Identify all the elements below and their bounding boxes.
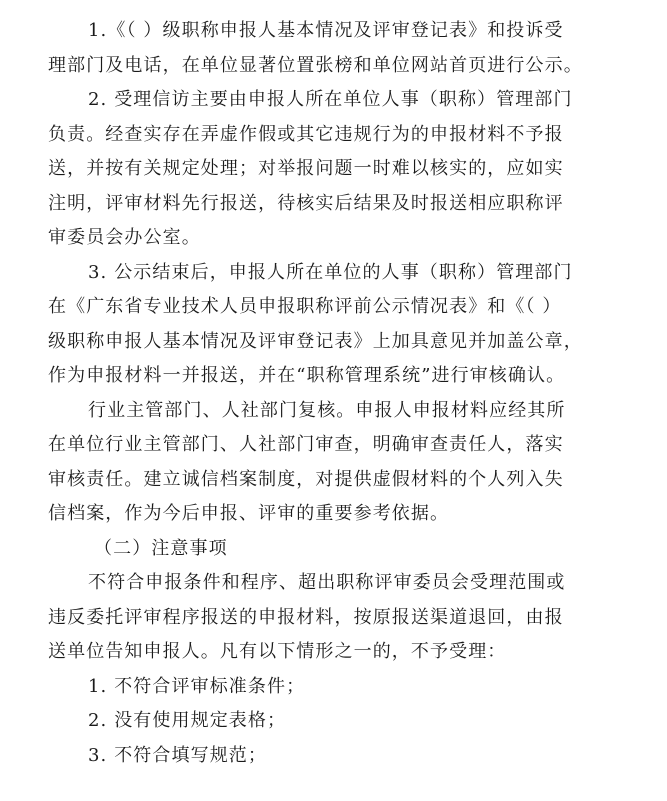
paragraph-2-line-3: 送，并按有关规定处理；对举报问题一时难以核实的，应如实 xyxy=(48,158,564,179)
paragraph-3-line-4: 作为申报材料一并报送，并在“职称管理系统”进行审核确认。 xyxy=(48,365,566,386)
paragraph-3-line-2: 在《广东省专业技术人员申报职称评前公示情况表》和《（ ） xyxy=(48,296,562,317)
paragraph-5-line-3: 送单位告知申报人。凡有以下情形之一的，不予受理： xyxy=(48,641,507,662)
paragraph-4-line-4: 信档案，作为今后申报、评审的重要参考依据。 xyxy=(48,503,450,524)
paragraph-2-line-4: 注明，评审材料先行报送，待核实后结果及时报送相应职称评 xyxy=(48,192,564,214)
paragraph-3-line-3: 级职称申报人基本情况及评审登记表》上加具意见并加盖公章， xyxy=(48,330,583,352)
paragraph-3-line-1: 3. 公示结束后，申报人所在单位的人事（职称）管理部门 xyxy=(88,261,573,283)
paragraph-4-line-3: 审核责任。建立诚信档案制度，对提供虚假材料的个人列入失 xyxy=(48,468,564,490)
list-item-3: 3. 不符合填写规范； xyxy=(88,744,267,766)
paragraph-1-line-1: 1.《（ ）级职称申报人基本情况及评审登记表》和投诉受 xyxy=(88,20,564,41)
paragraph-5-line-1: 不符合申报条件和程序、超出职称评审委员会受理范围或 xyxy=(88,572,566,593)
paragraph-4-line-1: 行业主管部门、人社部门复核。申报人申报材料应经其所 xyxy=(88,399,566,421)
paragraph-4-line-2: 在单位行业主管部门、人社部门审查，明确审查责任人，落实 xyxy=(48,434,564,455)
list-item-2: 2. 没有使用规定表格； xyxy=(88,710,287,731)
paragraph-2-line-2: 负责。经查实存在弄虚作假或其它违规行为的申报材料不予报 xyxy=(48,123,564,145)
paragraph-2-line-5: 审委员会办公室。 xyxy=(48,227,201,248)
paragraph-2-line-1: 2. 受理信访主要由申报人所在单位人事（职称）管理部门 xyxy=(88,89,573,110)
section-heading: （二）注意事项 xyxy=(94,537,228,559)
list-item-1: 1. 不符合评审标准条件； xyxy=(88,675,306,697)
paragraph-5-line-2: 违反委托评审程序报送的申报材料，按原报送渠道退回，由报 xyxy=(48,606,564,628)
paragraph-1-line-2: 理部门及电话，在单位显著位置张榜和单位网站首页进行公示。 xyxy=(48,54,583,76)
